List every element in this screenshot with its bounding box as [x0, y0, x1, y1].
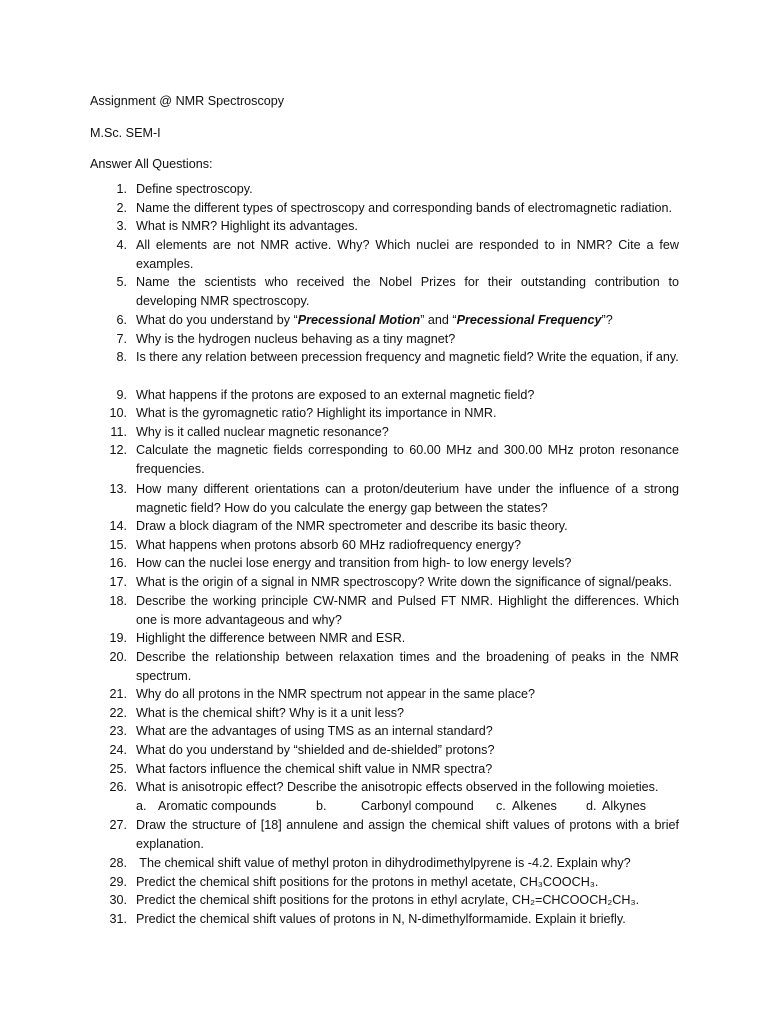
question-text: Why is it called nuclear magnetic resonance?: [136, 425, 389, 439]
question-text: What is the gyromagnetic ratio? Highlight its importance in NMR.: [136, 406, 497, 420]
question-number: 30.: [109, 893, 127, 907]
question-text: Why do all protons in the NMR spectrum not appear in the same place?: [136, 687, 536, 701]
question-number: 1.: [116, 182, 127, 196]
question-number: 5.: [116, 275, 127, 289]
question-number: 23.: [109, 724, 127, 738]
question-number: 8.: [116, 350, 127, 364]
option-b-label: b.: [316, 799, 327, 813]
option-d-text: Alkynes: [602, 799, 647, 813]
question-text: Draw the structure of [18] annulene and assign the chemical shift values of protons with a brief explanation.: [136, 818, 679, 851]
question-text: What do you understand by “Precessional Motion” and “Precessional Frequency”?: [136, 313, 613, 327]
question-number: 12.: [109, 443, 127, 457]
question-number: 17.: [109, 575, 127, 589]
question-text: What is the chemical shift? Why is it a unit less?: [136, 706, 405, 720]
question-number: 20.: [109, 650, 127, 664]
assignment-title: Assignment @ NMR Spectroscopy: [90, 94, 285, 108]
instruction-text: Answer All Questions:: [90, 157, 213, 171]
question-text: What happens when protons absorb 60 MHz radiofrequency energy?: [136, 538, 522, 552]
question-number: 9.: [116, 388, 127, 402]
question-text: What happens if the protons are exposed to an external magnetic field?: [136, 388, 535, 402]
option-c-text: Alkenes: [512, 799, 557, 813]
question-number: 14.: [109, 519, 127, 533]
question-number: 16.: [109, 556, 127, 570]
question-number: 26.: [109, 780, 127, 794]
question-number: 25.: [109, 762, 127, 776]
question-number: 27.: [109, 818, 127, 832]
question-number: 10.: [109, 406, 127, 420]
question-number: 11.: [110, 425, 127, 439]
option-a-label: a.: [136, 799, 147, 813]
question-text: All elements are not NMR active. Why? Which nuclei are responded to in NMR? Cite a few examples.: [136, 238, 679, 271]
option-c-label: c.: [496, 799, 506, 813]
question-text: What is the origin of a signal in NMR spectroscopy? Write down the significance of signal/peaks.: [136, 575, 672, 589]
option-d-label: d.: [586, 799, 597, 813]
question-number: 28.: [109, 856, 127, 870]
question-number: 22.: [109, 706, 127, 720]
question-number: 31.: [109, 912, 127, 926]
question-text: What are the advantages of using TMS as an internal standard?: [136, 724, 493, 738]
question-number: 2.: [116, 201, 127, 215]
question-text: Predict the chemical shift positions for the protons in ethyl acrylate, CH₂=CHCOOCH₂CH₃.: [136, 893, 640, 907]
question-text: Draw a block diagram of the NMR spectrometer and describe its basic theory.: [136, 519, 568, 533]
question-text: Describe the relationship between relaxation times and the broadening of peaks in the NMR spectrum.: [136, 650, 679, 683]
question-text: Name the scientists who received the Nobel Prizes for their outstanding contribution to developing NMR spectroscopy.: [136, 275, 679, 308]
question-text: Why is the hydrogen nucleus behaving as a tiny magnet?: [136, 332, 456, 346]
question-number: 18.: [109, 594, 127, 608]
question-number: 21.: [109, 687, 127, 701]
question-text: Define spectroscopy.: [136, 182, 253, 196]
question-number: 29.: [109, 875, 127, 889]
question-text: Is there any relation between precession frequency and magnetic field? Write the equation, if any.: [136, 350, 679, 364]
question-number: 3.: [116, 219, 127, 233]
term-precessional-motion: Precessional Motion: [297, 313, 421, 327]
option-a-text: Aromatic compounds: [158, 799, 277, 813]
question-text: The chemical shift value of methyl proton in dihydrodimethylpyrene is -4.2. Explain why?: [136, 856, 631, 870]
question-text: Describe the working principle CW-NMR and Pulsed FT NMR. Highlight the differences. Which one is more advantageous and why?: [136, 594, 679, 627]
question-number: 13.: [109, 482, 127, 496]
question-text: Name the different types of spectroscopy and corresponding bands of electromagnetic radiation.: [136, 201, 673, 215]
question-number: 4.: [116, 238, 127, 252]
question-text: Highlight the difference between NMR and ESR.: [136, 631, 406, 645]
question-text: What is NMR? Highlight its advantages.: [136, 219, 358, 233]
question-number: 7.: [116, 332, 127, 346]
question-text: What is anisotropic effect? Describe the anisotropic effects observed in the following moieties.: [136, 780, 659, 794]
question-text: Predict the chemical shift values of protons in N, N-dimethylformamide. Explain it briefly.: [136, 912, 626, 926]
option-b-text: Carbonyl compound: [361, 799, 474, 813]
question-text: What factors influence the chemical shift value in NMR spectra?: [136, 762, 493, 776]
question-text: What do you understand by “shielded and de-shielded” protons?: [136, 743, 495, 757]
question-text: How many different orientations can a proton/deuterium have under the influence of a strong magnetic field? How do you calculate the energy gap between the states?: [136, 482, 679, 515]
question-text: How can the nuclei lose energy and transition from high- to low energy levels?: [136, 556, 572, 570]
question-text: Predict the chemical shift positions for the protons in methyl acetate, CH₃COOCH₃.: [136, 875, 599, 889]
question-number: 19.: [109, 631, 127, 645]
question-text: Calculate the magnetic fields corresponding to 60.00 MHz and 300.00 MHz proton resonance frequencies.: [136, 443, 679, 476]
question-number: 24.: [109, 743, 127, 757]
term-precessional-frequency: Precessional Frequency: [456, 313, 602, 327]
question-number: 15.: [109, 538, 127, 552]
question-number: 6.: [116, 313, 127, 327]
course-label: M.Sc. SEM-I: [90, 126, 161, 140]
